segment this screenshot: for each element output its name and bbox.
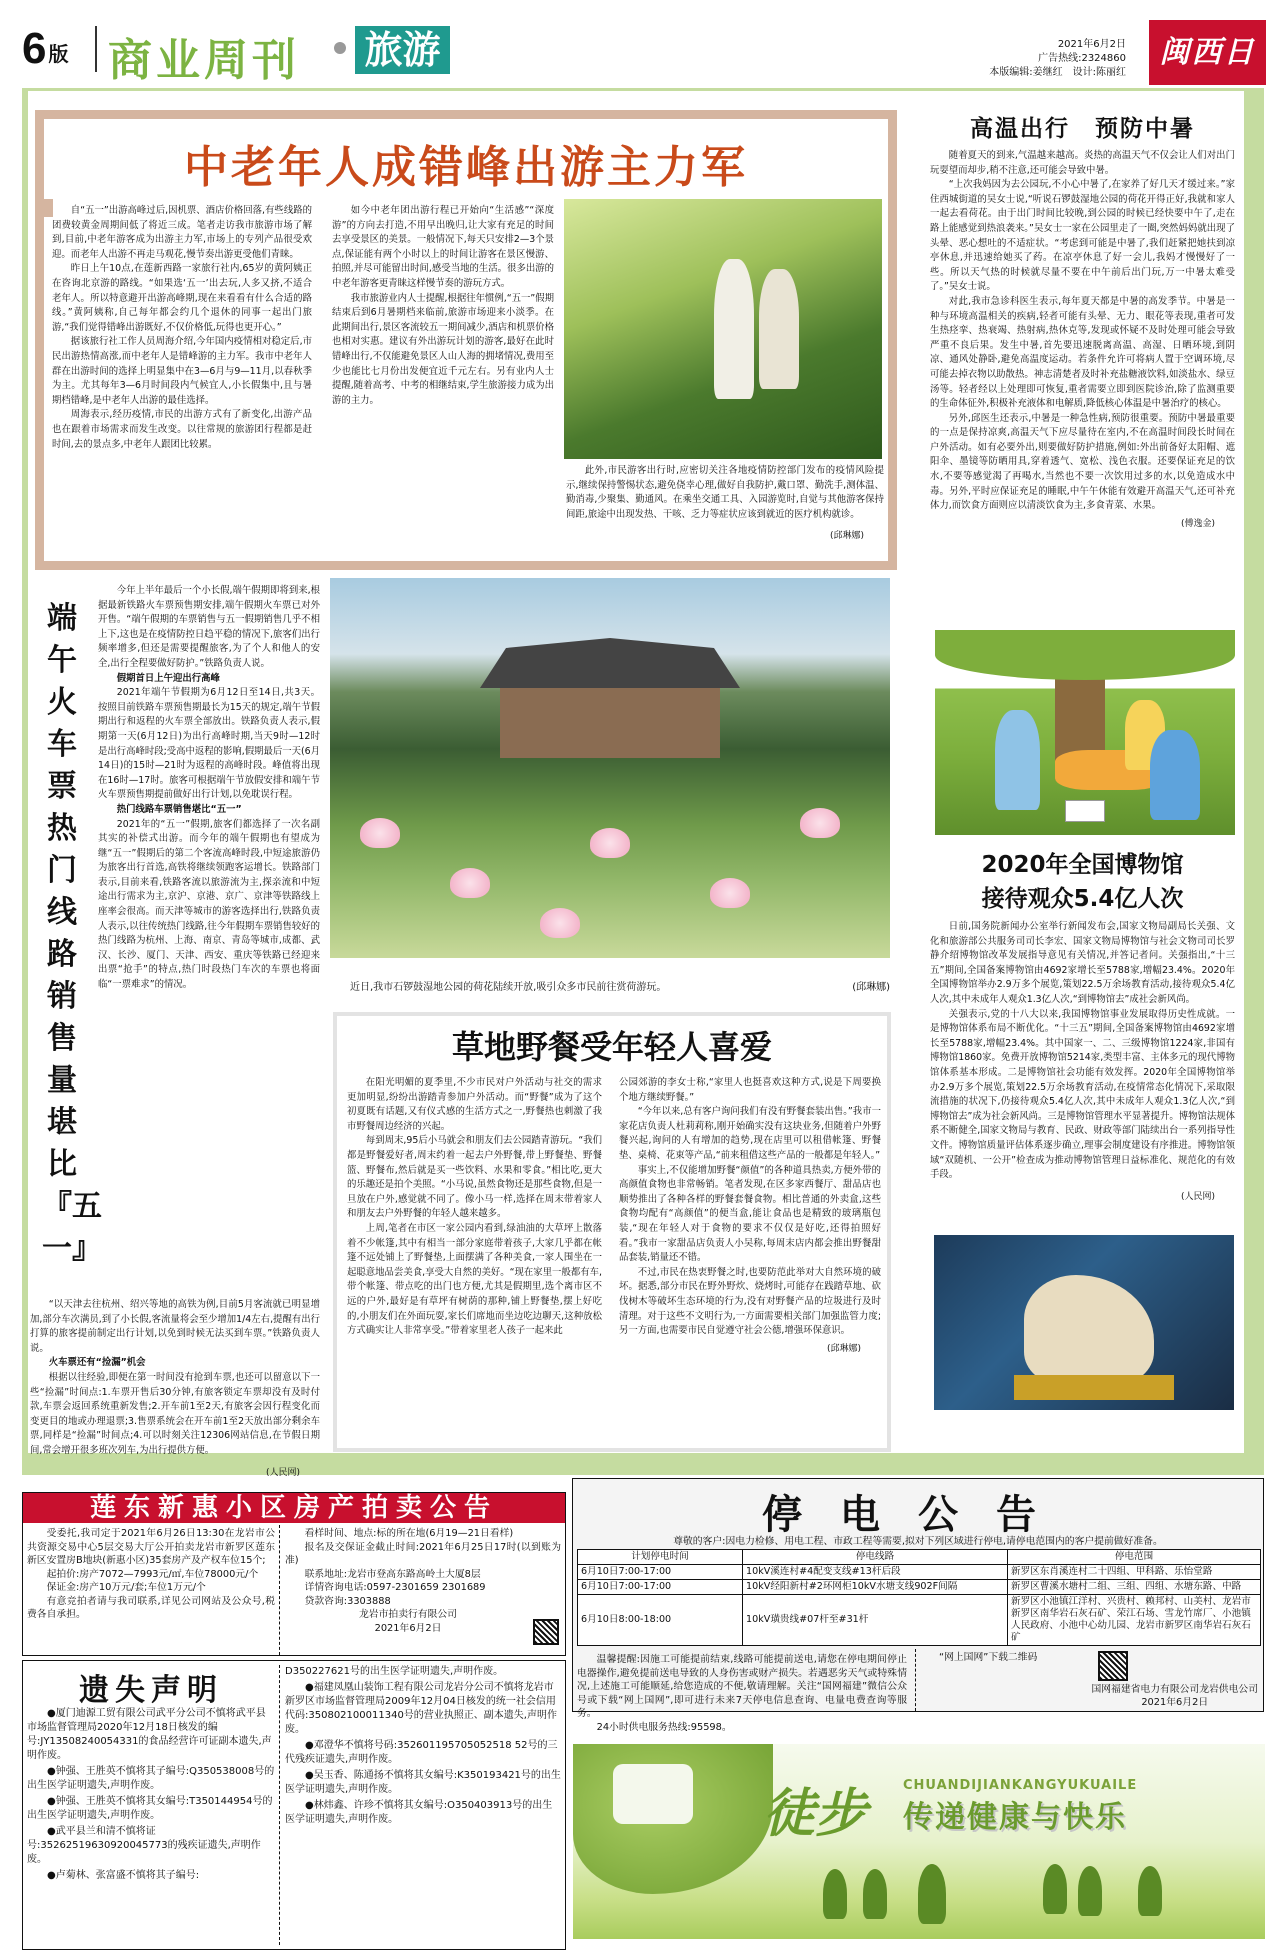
auction-paragraph: 详情咨询电话:0597-2301659 2301689 bbox=[304, 1582, 486, 1593]
walker-silhouette bbox=[1078, 1866, 1102, 1916]
feature-column-1 bbox=[52, 204, 312, 452]
train-byline: (人民网) bbox=[265, 1467, 300, 1478]
newspaper-logo: 闽西日报 bbox=[1149, 20, 1266, 85]
auction-notice bbox=[22, 1492, 566, 1656]
table-cell: 6月10日7:00-17:00 bbox=[578, 1565, 743, 1580]
lost-item: ●厦门迪源工贸有限公司武平分公司不慎将武平县市场监督管理局2020年12月18日核发的编号:JY13508240054331的食品经营许可证副本遗失,声明作废。 bbox=[27, 1708, 272, 1761]
feature-paragraph: 昨日上午10点,在莲新西路一家旅行社内,65岁的黄阿姨正在咨询北京游的路线。“如果选‘五一’出去玩,人多又挤,不适合老年人。所以特意避开出游高峰期,现在来看看有什么合适的路线。”黄阿姨称,自己每年都会约几个退休的同事一起出门旅游,“我们觉得错峰出游既好,不仅价格低,玩得也更开心。” bbox=[52, 263, 312, 333]
train-headline: 端午火车票热门线路销售量堪比『五一』 bbox=[42, 601, 102, 1266]
lotus-caption-byline: (邱琳娜) bbox=[852, 982, 890, 993]
walker-figure bbox=[714, 259, 754, 399]
walker-silhouette bbox=[1043, 1864, 1067, 1914]
picnic-column-2 bbox=[619, 1076, 881, 1354]
lost-notices bbox=[22, 1660, 566, 1950]
outage-title: 停电公告 bbox=[762, 1492, 1074, 1538]
picnic-paragraph: “今年以来,总有客户询问我们有没有野餐套装出售。”我市一家花店负责人杜莉莉称,刚开始确实没有这块业务,但随着户外野餐兴起,询问的人有增加的趋势,现在店里可以租借帐篷、野餐垫、桌椅、花束等产品,“前来租借这些产品的一般都是年轻人。” bbox=[619, 1106, 881, 1161]
lotus-caption-text: 近日,我市石锣鼓湿地公园的荷花陆续开放,吸引众多市民前往赏荷游玩。 bbox=[350, 982, 667, 993]
museum-headline bbox=[930, 848, 1235, 916]
header-divider bbox=[95, 26, 97, 72]
picnic-paragraph: 每到周末,95后小马就会和朋友们去公园踏青游玩。“我们都是野餐爱好者,周末约着一起去户外野餐,带上野餐垫、野餐篮、野餐布,然后就是买一些饮料、水果和零食。”相比吃,更大的乐趣还是拍个美照。“小马说,虽然食物还是那些食物,但是一旦放在户外,感觉就不同了。像小马一样,选择在周末带着家人和朋友去户外野餐的年轻人越来越多。 bbox=[347, 1135, 602, 1220]
walker-silhouette bbox=[1138, 1866, 1162, 1916]
edition-number: 6 bbox=[22, 24, 47, 73]
column-header: 停电线路 bbox=[743, 1550, 1008, 1565]
train-subhead: 热门线路车票销售堪比“五一” bbox=[116, 803, 242, 815]
lost-column-1 bbox=[27, 1707, 275, 1885]
museum-byline: (人民网) bbox=[1180, 1191, 1215, 1202]
editors-credit: 本版编辑:姜继红 设计:陈丽红 bbox=[989, 67, 1126, 78]
feature-article bbox=[35, 110, 897, 570]
lost-item: ●卢菊林、张富盛不慎将其子编号: bbox=[47, 1870, 200, 1881]
section-tag: 旅游 bbox=[355, 26, 450, 74]
train-paragraph: 根据以往经验,即便在第一时间没有抢到车票,也还可以留意以下一些“捡漏”时间点:1.车票开售后30分钟,有旅客锁定车票却没有及时付款,车票会返回系统重新发售;2.开车前1至2天,有旅客会因行程变化而变更目的地或办理退票;3.售票系统会在开车前1至2天放出部分剩余车票,同样是“捡漏”时间点;4.可以时刻关注12306网站信息,在节假日期间,常会增开很多班次列车,为出行提供方便。 bbox=[30, 1371, 320, 1456]
walking-health-banner bbox=[573, 1744, 1265, 1939]
header-rule bbox=[22, 88, 1264, 91]
lost-column-2 bbox=[285, 1665, 561, 1829]
banner-slogan: 传递健康与快乐 bbox=[903, 1800, 1127, 1835]
museum-paragraph: 日前,国务院新闻办公室举行新闻发布会,国家文物局副局长关强、文化和旅游部公共服务司司长李宏、国家文物局博物馆与社会文物司司长罗静介绍博物馆改革发展指导意见有关情况,并答记者问。关强指出,“十三五”期间,全国备案博物馆由4692家增长至5788家,增幅23.4%。2020年全国博物馆举办2.9万多个展览,策划22.5万余场教育活动,接待观众5.4亿人次,其中未成年人观众1.3亿人次,“到博物馆去”成社会新风尚。 bbox=[930, 921, 1235, 1005]
auction-paragraph: 贷款咨询:3303888 bbox=[304, 1595, 391, 1607]
lotus-flower bbox=[710, 878, 750, 908]
auction-divider bbox=[279, 1525, 280, 1655]
train-article bbox=[30, 578, 321, 1478]
walker-silhouette bbox=[918, 1864, 946, 1924]
banner-pinyin: CHUANDIJIANKANGYUKUAILE bbox=[903, 1778, 1138, 1793]
auction-paragraph: 起拍价:房产7072—7993元/㎡,车位78000元/个 bbox=[46, 1568, 259, 1580]
lost-item: ●福建凤凰山装饰工程有限公司龙岩分公司不慎将龙岩市新罗区市场监督管理局2009年12月04日核发的统一社会信用代码:350802100011340号的营业执照正、副本遗失,声明作废。 bbox=[285, 1682, 557, 1735]
picnic-paragraph: 上周,笔者在市区一家公园内看到,绿油油的大草坪上散落着不少帐篷,其中有相当一部分家庭带着孩子,大家几乎都在帐篷不远处铺上了野餐垫,上面摆满了各种美食,一家人围坐在一起聪意地品尝美食,享受大自然的美好。“现在家里一般都有车,带个帐篷、带点吃的出门也方便,尤其是假期里,选个离市区不远的户外,最好是有草坪有树荫的那种,铺上野餐垫,摆上好吃的,小朋友们在外面玩耍,家长们席地而坐边吃边聊天,这种放松方式确实让人非常享受。”带着家里老人孩子一起来此 bbox=[347, 1222, 602, 1337]
auction-paragraph: 看样时间、地点:标的所在地(6月19—21日看样) bbox=[304, 1528, 514, 1539]
heat-paragraph: 对此,我市急诊科医生表示,每年夏天都是中暑的高发季节。中暑是一种与环境高温相关的疾病,轻者可能有头晕、无力、眼花等表现,重者可发生热痉挛、热衰竭、热射病,热休克等,发现或怀疑不及时处理可能会导致严重不良后果。发生中暑,首先要迅速脱离高温、高湿、日晒环境,到阴凉、通风处静卧,避免高温度运动。若条件允许可将病人置于空调环境,尽可能去掉衣物以助散热。神志清楚者及时补充盐糖液饮料,如淡盐水、绿豆汤等。轻者经以上处理即可恢复,重者需要立即到医院诊治,除了监测重要的生命体征外,积极补充液体和电解质,降低核心体温是中暑治疗的核心。 bbox=[930, 295, 1235, 410]
table-cell: 新罗区小池镇江洋村、兴贵村、赖邦村、山美村、龙岩市新罗区南华岩石灰石矿、荣江石场、雪龙竹席厂、小池镇人民政府、小池中心幼儿园、龙岩市新罗区南华岩石灰石矿 bbox=[1008, 1595, 1261, 1646]
auction-column-2 bbox=[285, 1527, 561, 1635]
picnic-paragraph: 事实上,不仅能增加野餐“颜值”的各种道具热卖,方便外带的高颜值食物也非常畅销。笔者发现,在区多家西餐厅、甜品店也顺势推出了各种各样的野餐套餐食物。相比普通的外卖盒,这些食物均配有“高颜值”的便当盒,能让食品也是精致的玻璃瓶包装,“现在年轻人对于食物的要求不仅仅是好吃,还得拍照好看。”我市一家甜品店负责人小吴称,每周末店内都会推出野餐甜品套装,销量还不错。 bbox=[619, 1164, 881, 1264]
qr-label: “网上国网”下载二维码 bbox=[939, 1652, 1038, 1663]
train-paragraph: 今年上半年最后一个小长假,端午假期即将到来,根据最新铁路火车票预售期安排,端午假期火车票已对外开售。“端午假期的车票销售与五一假期销售几乎不相上下,这也是在疫情防控日趋平稳的情况下,旅客们出行频率增多,但还是需要提醒旅客,为了个人和他人的安全,出行全程要做好防护。”铁路负责人说。 bbox=[98, 585, 320, 669]
feature-column-2 bbox=[332, 204, 554, 408]
outage-hotline: 24小时供电服务热线:95598。 bbox=[596, 1721, 732, 1733]
feature-paragraph: 周海表示,经历疫情,市民的出游方式有了新变化,出游产品也在跟着市场需求而发生改变。以往常规的旅游团行程都是赶时间,去的景点多,中老年人跟团比较累。 bbox=[52, 409, 312, 450]
auction-paragraph: 报名及交保证金截止时间:2021年6月25日17时(以到账为准) bbox=[285, 1541, 561, 1566]
child-figure bbox=[1150, 730, 1200, 820]
feature-paragraph: 据该旅行社工作人员周海介绍,今年国内疫情相对稳定后,市民出游热情高涨,而中老年人是错峰游的主力军。我市中老年人群在出游时间的选择上明显集中在3—6月与9—11月,以春秋季为主。尤其每年3—6月时间段内气候宜人,小长假集中,且与暑期档错峰,是中老年人出游的最佳选择。 bbox=[52, 336, 312, 406]
museum-statue-photo bbox=[934, 1235, 1234, 1410]
auction-date: 2021年6月2日 bbox=[374, 1622, 442, 1634]
heat-paragraph: 随着夏天的到来,气温越来越高。炎热的高温天气不仅会让人们对出门玩耍望而却步,稍不注意,还可能会导致中暑。 bbox=[930, 150, 1235, 176]
outage-contact bbox=[923, 1651, 1258, 1709]
picnic-paragraph: 在阳光明媚的夏季里,不少市民对户外活动与社交的需求更加明显,纷纷出游踏青参加户外活动。而“野餐”成为了这个初夏既有话题,又有仪式感的生活方式之一,野餐热也刺激了我市野餐周边经济的兴起。 bbox=[347, 1077, 602, 1132]
picnic-article bbox=[333, 1012, 891, 1452]
pavilion-roof bbox=[480, 638, 740, 688]
qr-code-icon[interactable] bbox=[533, 1619, 559, 1645]
walker-figure bbox=[759, 269, 799, 389]
walker-silhouette bbox=[823, 1869, 847, 1919]
lotus-flower bbox=[360, 818, 400, 848]
museum-headline-line1: 2020年全国博物馆 bbox=[981, 852, 1184, 878]
picnic-byline: (邱琳娜) bbox=[826, 1343, 861, 1354]
train-column-top bbox=[98, 584, 321, 991]
lost-item: D350227621号的出生医学证明遗失,声明作废。 bbox=[285, 1666, 504, 1677]
lost-item: ●钟强、王胜英不慎将其女编号:T350144954号的出生医学证明遗失,声明作废。 bbox=[27, 1796, 273, 1821]
feature-paragraph: 此外,市民游客出行时,应密切关注各地疫情防控部门发布的疫情风险提示,继续保持警惕状态,避免侥幸心理,做好自我防护,戴口罩、勤洗手,测体温、勤消毒,少聚集、勤通风。在乘坐交通工具、入园游览时,自觉与其他游客保持间距,旅途中出现发热、干咳、乏力等症状应该到就近的医疗机构就诊。 bbox=[566, 465, 884, 520]
elderly-couple-photo bbox=[564, 199, 882, 459]
outage-tip-text: 温馨提醒:因施工可能提前结束,线路可能提前送电,请您在停电期间停止电器操作,避免提前送电导致的人身伤害或财产损失。若遇恶劣天气或特殊情况,上述施工可能顺延,给您造成的不便,敬请理解。关注“国网福建”微信公众号或下载“网上国网”,即可进行未来7天停电信息查询、电量电费查询等服务。 bbox=[577, 1654, 907, 1719]
table-row bbox=[578, 1595, 1261, 1646]
auction-paragraph: 联系地址:龙岩市登高东路高岭土大厦8层 bbox=[304, 1568, 481, 1580]
outage-intro: 尊敬的客户:因电力检修、用电工程、市政工程等需要,拟对下列区域进行停电,请停电范围内的客户提前做好准备。 bbox=[673, 1536, 1163, 1547]
statue-figure bbox=[1024, 1275, 1154, 1385]
qr-code-icon[interactable] bbox=[1098, 1651, 1128, 1681]
heat-byline: (傅逸金) bbox=[1180, 518, 1215, 529]
lost-item: ●吴玉香、陈通扬不慎将其女编号:K350193421号的出生医学证明遗失,声明作废。 bbox=[285, 1770, 561, 1795]
statue-base bbox=[1014, 1375, 1174, 1400]
lotus-park-photo bbox=[330, 578, 890, 958]
train-paragraph: 2021年端午节假期为6月12日至14日,共3天。按照目前铁路车票预售期最长为15天的规定,端午节假期出行和返程的火车票全部放出。铁路负责人表示,假期第一天(6月12日)为出行高峰时期,当天9时—12时是出行高峰时段;受高中返程的影响,假期最后一天(6月14日)的15时—21时为返程的高峰时段。峰值将出现在16时—17时。旅客可根据端午节放假安排和端午节火车票预售期提前做好出行计划,以免耽误行程。 bbox=[98, 687, 321, 801]
heat-headline: 高温出行 预防中暑 bbox=[970, 116, 1195, 142]
feature-paragraph: 我市旅游业内人士提醒,根据往年惯例,“五一”假期结束后到6月暑期档来临前,旅游市场迎来小淡季。在此期间出行,景区客流较五一期间减少,酒店和机票价格也相对实惠。建议有外出游玩计划的游客,最好在此时错峰出行,不仅能避免景区人山人海的拥堵情况,费用至少也能比七月份出发便宜近千元左右。另有业内人士提醒,随着高考、中考的相继结束,学生旅游接力成为出游的主力。 bbox=[332, 292, 554, 406]
lotus-caption bbox=[350, 978, 890, 993]
ad-hotline: 广告热线:2324860 bbox=[1038, 53, 1126, 64]
table-cell: 6月10日7:00-17:00 bbox=[578, 1580, 743, 1595]
outage-divider bbox=[915, 1649, 916, 1711]
tree-canopy bbox=[935, 630, 1235, 680]
feature-paragraph: 自“五一”出游高峰过后,因机票、酒店价格回落,有些线路的团费较黄金周期间低了将近三成。笔者走访我市旅游市场了解到,目前,中老年游客成为出游主力军,市场上的专列产品很受欢迎。而老年人出游不再走马观花,慢节奏出游更受他们青睐。 bbox=[52, 205, 312, 260]
museum-article bbox=[930, 920, 1235, 1202]
lost-item: ●武平县兰和清不慎将证号:35262519630920045773的残疾证遗失,声明作废。 bbox=[27, 1826, 261, 1865]
heat-paragraph: 另外,邱医生还表示,中暑是一种急性病,预防很重要。预防中暑最重要的一点是保持凉爽,高温天气下应尽量待在室内,不在高温时间段长时间在户外活动。如有必要外出,则要做好防护措施,例如:外出前备好太阳帽、遮阳伞、墨镜等防晒用具,穿着透气、宽松、浅色衣服。还要保证充足的饮水,不要等感觉渴了再喝水,当然也不要一次饮用过多的水,以免造成水中毒。另外,平时应保证充足的睡眠,中午午休能有效避开高温天气,还可补充体力,而饮食方面则应以清淡饮食为主,多食青菜、水果。 bbox=[930, 412, 1235, 512]
auction-paragraph: 有意竞拍者请与我司联系,详见公司网站及公众号,税费各自承担。 bbox=[27, 1595, 275, 1620]
walker-silhouette bbox=[863, 1869, 887, 1919]
auction-company: 龙岩市拍卖行有限公司 bbox=[359, 1609, 457, 1620]
train-subhead: 假期首日上午迎出行高峰 bbox=[116, 672, 220, 684]
auction-column-1 bbox=[27, 1527, 275, 1622]
picnic-paragraph: 公园郊游的李女士称,“家里人也挺喜欢这种方式,说是下周要换个地方继续野餐。” bbox=[619, 1077, 881, 1103]
outage-tip bbox=[577, 1653, 907, 1734]
auction-paragraph: 受委托,我司定于2021年6月26日13:30在龙岩市公共资源交易中心5层交易大厅公开拍卖龙岩市新罗区莲东新区安置房B地块(新惠小区)35套房产及产权车位15个; bbox=[27, 1528, 275, 1566]
train-column-bottom bbox=[30, 1298, 320, 1478]
picnic-paragraph: 不过,市民在热衷野餐之时,也要防范此举对大自然环境的破坏。据悉,部分市民在野外野炊、烧烤时,可能存在践踏草地、砍伐树木等破坏生态环境的行为,没有对野餐产品的垃圾进行及时清理。对于这些不文明行为,一方面需要相关部门加强监管力度;另一方面,也需要市民自觉遵守社会公德,增强环保意识。 bbox=[619, 1266, 881, 1337]
lost-item: ●林炜鑫、许珍不慎将其女编号:O350403913号的出生医学证明遗失,声明作废。 bbox=[285, 1800, 553, 1825]
banner-calligraphy: 徒步 bbox=[763, 1783, 868, 1844]
edition-label bbox=[22, 24, 68, 74]
picnic-headline: 草地野餐受年轻人喜爱 bbox=[451, 1028, 772, 1066]
table-header-row bbox=[578, 1550, 1261, 1565]
feature-column-3 bbox=[566, 464, 884, 541]
edition-suffix: 版 bbox=[48, 42, 69, 66]
heatstroke-illustration bbox=[935, 640, 1235, 835]
outage-table bbox=[577, 1549, 1261, 1646]
lost-notice-title: 遗失声明 bbox=[79, 1673, 223, 1708]
table-cell: 新罗区东肖溪连村二十四组、甲科路、乐怡堂路 bbox=[1008, 1565, 1261, 1580]
issue-date: 2021年6月2日 bbox=[1057, 39, 1126, 50]
museum-paragraph: 关强表示,党的十八大以来,我国博物馆事业发展取得历史性成就。一是博物馆体系布局不断优化。“十三五”期间,全国备案博物馆由4692家增长至5788家,增幅23.4%。其中国家一、二、三级博物馆1224家,非国有博物馆1860家。免费开放博物馆5214家,类型丰富、主体多元的现代博物馆体系基本形成。二是博物馆社会功能有效发挥。2020年全国博物馆举办2.9万多个展览,策划22.5万余场教育活动,在疫情常态化情况下,采取限流措施的状况下,仍接待观众5.4亿人次,其中未成年人观众1.3亿人次,“到博物馆去”成为社会新风尚。三是博物馆管理水平显著提升。博物馆法规体系不断健全,国家文物局与教育、民政、财政等部门陆续出台一系列指导性文件。博物馆质量评估体系逐步确立,理事会制度建设有序推进。博物馆领域“双随机、一公开”检查成为推动博物馆管理日益标准化、规范化的有效手段。 bbox=[930, 1008, 1235, 1181]
column-header: 计划停电时间 bbox=[578, 1550, 743, 1565]
auction-paragraph: 保证金:房产10万元/套;车位1万元/个 bbox=[46, 1582, 206, 1593]
pavilion-body bbox=[500, 688, 720, 758]
table-row bbox=[578, 1565, 1261, 1580]
outage-date: 2021年6月2日 bbox=[1141, 1697, 1209, 1708]
outage-company-name: 国网福建省电力有限公司龙岩供电公司 bbox=[1091, 1684, 1258, 1695]
separator-dot-icon bbox=[334, 42, 346, 54]
feature-headline: 中老年人成错峰出游主力军 bbox=[184, 142, 748, 193]
frame-right bbox=[1244, 91, 1264, 1474]
table-cell: 6月10日8:00-18:00 bbox=[578, 1595, 743, 1646]
header-meta bbox=[989, 38, 1126, 80]
child-figure bbox=[995, 710, 1040, 810]
frame-left bbox=[22, 91, 28, 1474]
train-paragraph: 2021年的“五一”假期,旅客们都选择了一次名副其实的补偿式出游。而今年的端午假期也有望成为继“五一”假期后的第二个客流高峰时段,中短途旅游仍为旅客出行首选,高铁将继续领跑客运增长。铁路部门表示,目前来看,铁路客流以旅游流为主,探亲流和中短途出行需求为主,京沪、京港、京广、京津等铁路线上座率会很高。而天津等城市的游客选择出行,铁路负责人表示,以往传统热门线路,往今年假期车票销售较好的热门线路为杭州、上海、南京、青岛等城市,成都、武汉、长沙、厦门、天津、西安、重庆等铁路已经迎来出票“抢手”的特点,热门时段热门车次的车票也将面临“一票难求”的情况。 bbox=[98, 818, 320, 991]
table-cell: 新罗区曹溪水塘村二组、三组、四组、水塘东路、中路 bbox=[1008, 1580, 1261, 1595]
city-illustration bbox=[613, 1764, 693, 1824]
table-cell: 10kV溪连村#4配变支线#13杆后段 bbox=[743, 1565, 1008, 1580]
lotus-flower bbox=[540, 908, 580, 938]
lost-divider bbox=[279, 1665, 280, 1945]
table-cell: 10kV璜贵线#07杆至#31杆 bbox=[743, 1595, 1008, 1646]
auction-title: 莲东新惠小区房产拍卖公告 bbox=[23, 1493, 565, 1523]
section-title: 商业周刊 bbox=[108, 35, 300, 86]
lotus-flower bbox=[590, 828, 630, 858]
outage-company bbox=[1091, 1683, 1258, 1709]
table-cell: 10kV经阳新村#2环网柜10kV水塘支线902F间隔 bbox=[743, 1580, 1008, 1595]
power-outage-notice bbox=[572, 1478, 1264, 1733]
museum-headline-line2: 接待观众5.4亿人次 bbox=[981, 886, 1184, 912]
train-subhead: 火车票还有“捡漏”机会 bbox=[48, 1357, 146, 1369]
feature-paragraph: 如今中老年团出游行程已开始向“生活感”“深度游”的方向去打造,不用早出晚归,让大家有充足的时间去享受景区的美景。一般情况下,每天只安排2—3个景点,保证能有两个小时以上的时间让游客在景区慢游、拍照,并尽可能留出时间,感受当地的生活。很多出游的中老年游客更青睐这样慢节奏的游玩方式。 bbox=[332, 205, 554, 289]
lotus-flower bbox=[800, 808, 840, 838]
picnic-column-1 bbox=[347, 1076, 602, 1339]
first-aid-kit-icon bbox=[1065, 800, 1105, 822]
heat-paragraph: “上次我妈因为去公园玩,不小心中暑了,在家养了好几天才缓过来。”家住西城街道的吴女士说,“听说石锣鼓湿地公园的荷花开得正好,我就和家人一起去看荷花。由于出门时间比较晚,到公园的时候已经快要中午了,走在路上能感觉到热浪袭来。”吴女士一家在公园里走了一圈,突然妈妈就出现了头晕、恶心想吐的不适症状。“考虑到可能是中暑了,我们赶紧把她扶到凉亭休息,并迅速给她买了药。在凉亭休息了好一会儿,我妈才慢慢好了一些。所以天气热的时候就尽量不要在中午前后出门玩,万一中暑太难受了。”吴女士说。 bbox=[930, 179, 1235, 293]
lost-item: ●钟强、王胜英不慎将其子编号:Q350538008号的出生医学证明遗失,声明作废。 bbox=[27, 1766, 275, 1791]
train-paragraph: “以天津去往杭州、绍兴等地的高铁为例,目前5月客流就已明显增加,部分车次满员,到了小长假,客流量将会至少增加1/4左右,提醒有出行打算的旅客提前制定出行计划,以免到时候无法买到车票。”铁路负责人说。 bbox=[30, 1299, 320, 1354]
table-row bbox=[578, 1580, 1261, 1595]
lotus-flower bbox=[450, 868, 490, 898]
lost-item: ●邓澄华不慎将号码:352601195705052518 52号的三代残疾证遗失,声明作废。 bbox=[285, 1740, 558, 1765]
column-header: 停电范围 bbox=[1008, 1550, 1261, 1565]
heat-article bbox=[930, 110, 1235, 529]
feature-byline: (邱琳娜) bbox=[829, 531, 864, 542]
